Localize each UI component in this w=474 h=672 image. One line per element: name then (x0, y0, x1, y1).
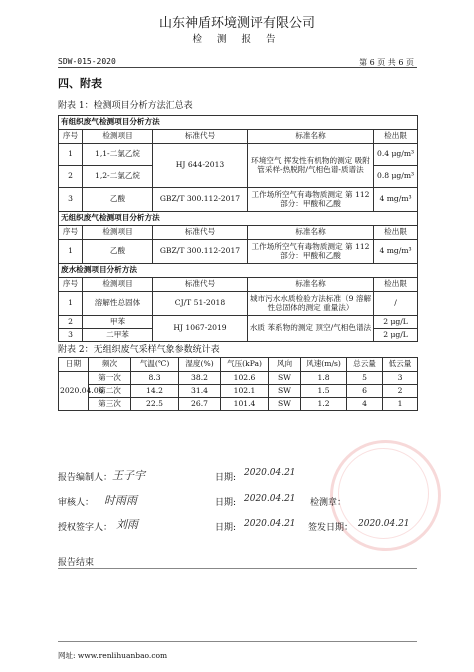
cell-low-cloud: 3 (383, 372, 418, 385)
cell-no: 3 (59, 329, 83, 342)
cell-temp: 8.3 (131, 372, 179, 385)
cell-wind-dir: SW (269, 372, 301, 385)
table-row (59, 240, 418, 264)
report-subtitle: 检 测 报 告 (192, 34, 282, 45)
reviewer-label: 审核人： (58, 498, 95, 508)
approve-date: 2020.04.21 (244, 519, 296, 529)
cell-limit: / (374, 292, 418, 316)
cell-limit: 4 mg/m³ (374, 188, 418, 212)
review-date: 2020.04.21 (244, 494, 296, 504)
cell-low-cloud: 2 (383, 385, 418, 398)
col-header: 检测项目 (83, 278, 153, 292)
date-label: 日期: (215, 473, 237, 483)
col-header: 湿度(%) (179, 358, 221, 372)
cell-date: 2020.04.06 (59, 372, 89, 411)
cell-no: 1 (59, 144, 83, 166)
section-title: 四、附表 (58, 77, 102, 90)
report-end: 报告结束 (58, 558, 95, 568)
table-row (59, 292, 418, 316)
group-title: 废水检测项目分析方法 (59, 264, 418, 278)
cell-item: 乙酸 (83, 240, 153, 264)
col-header: 风速(m/s) (301, 358, 347, 372)
reviewer-signature: 时雨雨 (104, 494, 137, 507)
cell-no: 3 (59, 188, 83, 212)
header-divider (58, 67, 417, 68)
cell-limit: 0.8 μg/m³ (374, 166, 418, 188)
col-header: 标准代号 (153, 130, 248, 144)
cell-code: GBZ/T 300.112-2017 (153, 240, 248, 264)
cell-name: 工作场所空气有毒物质测定 第 112 部分：甲酸和乙酸 (248, 240, 374, 264)
issue-date: 2020.04.21 (358, 519, 410, 529)
table-row (59, 385, 418, 398)
cell-no: 1 (59, 292, 83, 316)
col-header: 气温(℃) (131, 358, 179, 372)
col-header: 标准名称 (248, 226, 374, 240)
document-number: SDW-015-2020 (58, 57, 116, 66)
cell-pressure: 102.6 (221, 372, 269, 385)
col-header: 风向 (269, 358, 301, 372)
cell-code: CJ/T 51-2018 (153, 292, 248, 316)
col-header: 低云量 (383, 358, 418, 372)
col-header: 序号 (59, 226, 83, 240)
cell-code: HJ 644-2013 (153, 144, 248, 188)
table-row (59, 398, 418, 411)
table1-title: 附表 1：检测项目分析方法汇总表 (58, 101, 193, 111)
cell-wind-speed: 1.5 (301, 385, 347, 398)
col-header: 检测项目 (83, 226, 153, 240)
group-title: 无组织废气检测项目分析方法 (59, 212, 418, 226)
weather-table (58, 357, 418, 411)
col-header: 标准名称 (248, 278, 374, 292)
cell-wind-speed: 1.8 (301, 372, 347, 385)
col-header: 频次 (89, 358, 131, 372)
company-name: 山东神盾环境测评有限公司 (158, 16, 315, 31)
cell-freq: 第二次 (89, 385, 131, 398)
cell-item: 1,1-二氯乙烷 (83, 144, 153, 166)
seal-label: 检测章： (310, 498, 347, 508)
cell-name: 城市污水水质检验方法标准（9 溶解性总固体的测定 重量法） (248, 292, 374, 316)
compiler-label: 报告编制人： (58, 473, 113, 483)
cell-temp: 14.2 (131, 385, 179, 398)
cell-total-cloud: 4 (347, 398, 383, 411)
footer-divider (58, 641, 417, 642)
footer-website: 网址: www.renlihuanbao.com (58, 651, 168, 660)
cell-code: GBZ/T 300.112-2017 (153, 188, 248, 212)
cell-limit: 4 mg/m³ (374, 240, 418, 264)
page-indicator: 第 6 页 共 6 页 (359, 58, 414, 67)
col-header: 检出限 (374, 226, 418, 240)
end-divider (58, 568, 417, 569)
cell-no: 2 (59, 316, 83, 329)
approver-label: 授权签字人： (58, 523, 113, 533)
cell-wind-dir: SW (269, 385, 301, 398)
col-header: 序号 (59, 278, 83, 292)
table2-title: 附表 2：无组织废气采样气象参数统计表 (58, 345, 220, 355)
compiler-signature: 王子宇 (112, 469, 145, 482)
cell-item: 1,2-二氯乙烷 (83, 166, 153, 188)
compile-date: 2020.04.21 (244, 468, 296, 478)
col-header: 总云量 (347, 358, 383, 372)
col-header: 标准名称 (248, 130, 374, 144)
cell-name: 环境空气 挥发性有机物的测定 吸附管采样-热脱附/气相色谱-质谱法 (248, 144, 374, 188)
date-label: 日期: (215, 498, 237, 508)
cell-temp: 22.5 (131, 398, 179, 411)
cell-item: 甲苯 (83, 316, 153, 329)
cell-item: 溶解性总固体 (83, 292, 153, 316)
col-header: 检出限 (374, 278, 418, 292)
cell-wind-dir: SW (269, 398, 301, 411)
table-row (59, 188, 418, 212)
cell-freq: 第三次 (89, 398, 131, 411)
date-label: 日期: (215, 523, 237, 533)
table-row (59, 144, 418, 166)
table-row (59, 316, 418, 329)
col-header: 日期 (59, 358, 89, 372)
col-header: 序号 (59, 130, 83, 144)
cell-humidity: 26.7 (179, 398, 221, 411)
col-header: 标准代号 (153, 226, 248, 240)
cell-no: 2 (59, 166, 83, 188)
cell-humidity: 38.2 (179, 372, 221, 385)
cell-low-cloud: 1 (383, 398, 418, 411)
group-title: 有组织废气检测项目分析方法 (59, 116, 418, 130)
issue-date-label: 签发日期： (308, 523, 354, 533)
cell-name: 水质 苯系物的测定 顶空/气相色谱法 (248, 316, 374, 342)
cell-total-cloud: 6 (347, 385, 383, 398)
cell-freq: 第一次 (89, 372, 131, 385)
col-header: 气压(kPa) (221, 358, 269, 372)
cell-item: 乙酸 (83, 188, 153, 212)
table-row (59, 372, 418, 385)
cell-wind-speed: 1.2 (301, 398, 347, 411)
cell-no: 1 (59, 240, 83, 264)
approver-signature: 刘雨 (116, 518, 138, 531)
cell-humidity: 31.4 (179, 385, 221, 398)
cell-name: 工作场所空气有毒物质测定 第 112 部分：甲酸和乙酸 (248, 188, 374, 212)
col-header: 检测项目 (83, 130, 153, 144)
cell-limit: 0.4 μg/m³ (374, 144, 418, 166)
col-header: 检出限 (374, 130, 418, 144)
cell-total-cloud: 5 (347, 372, 383, 385)
cell-pressure: 101.4 (221, 398, 269, 411)
methods-table (58, 115, 418, 342)
cell-limit: 2 μg/L (374, 329, 418, 342)
cell-code: HJ 1067-2019 (153, 316, 248, 342)
col-header: 标准代号 (153, 278, 248, 292)
cell-item: 二甲苯 (83, 329, 153, 342)
cell-pressure: 102.1 (221, 385, 269, 398)
cell-limit: 2 μg/L (374, 316, 418, 329)
